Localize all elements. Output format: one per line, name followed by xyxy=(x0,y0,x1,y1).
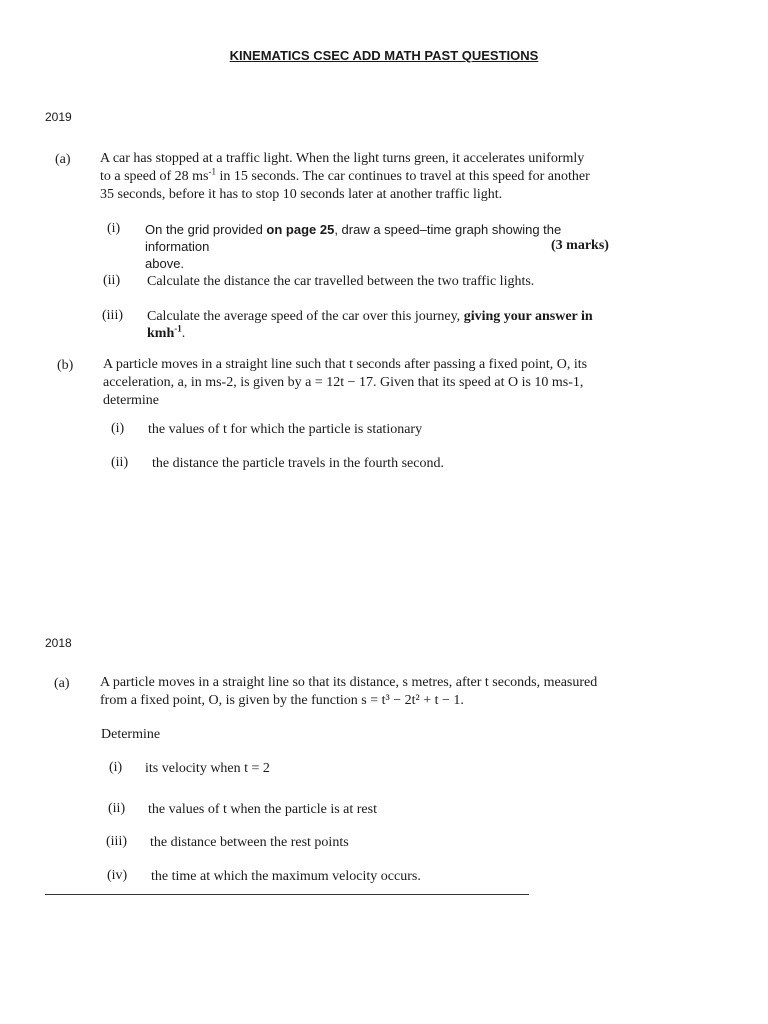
question-2019-b-text xyxy=(103,356,623,410)
item-2018-a-i: its velocity when t = 2 xyxy=(145,761,270,776)
year-heading-2019: 2019 xyxy=(45,110,72,124)
item-2019-a-i: On the grid provided on page 25, draw a speed–time graph showing the information above. xyxy=(145,222,562,271)
part-b-label: (b) xyxy=(57,358,74,373)
item-number: (iv) xyxy=(107,868,128,883)
text-line: A car has stopped at a traffic light. When the light turns green, it accelerates uniformly xyxy=(100,151,585,166)
year-heading-2018: 2018 xyxy=(45,636,72,650)
item-number: (i) xyxy=(107,221,121,236)
item-2018-a-iii: the distance between the rest points xyxy=(150,835,349,850)
text-line: acceleration, a, in ms-2, is given by a = 12t − 17. Given that its speed at O is 10 ms-1, xyxy=(103,375,584,390)
item-number: (ii) xyxy=(108,801,126,816)
text-line: determine xyxy=(103,393,159,408)
item-2019-a-ii: Calculate the distance the car travelled between the two traffic lights. xyxy=(147,274,535,289)
item-2019-b-i: the values of t for which the particle is stationary xyxy=(148,422,423,437)
item-number: (i) xyxy=(109,760,123,775)
page-title: KINEMATICS CSEC ADD MATH PAST QUESTIONS xyxy=(229,48,539,63)
text-line: 35 seconds, before it has to stop 10 seconds later at another traffic light. xyxy=(100,187,503,202)
text-line: to a speed of 28 $ms^{-1}$ in 15 seconds. The car continues to travel at this speed for another xyxy=(100,166,590,184)
part-a-label: (a) xyxy=(54,676,70,691)
text-line: A particle moves in a straight line such that t seconds after passing a fixed point, O, its xyxy=(103,357,588,372)
question-2019-a-text xyxy=(100,150,620,204)
item-2019-b-ii: the distance the particle travels in the fourth second. xyxy=(152,456,444,471)
text-line: A particle moves in a straight line so that its distance, s metres, after t seconds, measured xyxy=(100,675,598,690)
item-2018-a-ii: the values of t when the particle is at rest xyxy=(148,802,377,817)
item-number: (iii) xyxy=(102,308,123,323)
question-2018-a-text xyxy=(100,674,620,710)
item-number: (i) xyxy=(111,421,125,436)
determine-label: Determine xyxy=(101,727,161,742)
item-2019-a-iii: Calculate the average speed of the car over this journey, giving your answer in kmh$^{-1}$. xyxy=(147,309,593,341)
marks-label: (3 marks) xyxy=(551,238,609,253)
item-number: (iii) xyxy=(106,834,127,849)
item-number: (ii) xyxy=(103,273,121,288)
item-2018-a-iv: the time at which the maximum velocity occurs. xyxy=(151,869,421,884)
item-number: (ii) xyxy=(111,455,129,470)
text-line: from a fixed point, O, is given by the function s = t³ − 2t² + t − 1. xyxy=(100,693,464,708)
part-a-label: (a) xyxy=(55,152,71,167)
divider-line xyxy=(45,894,529,895)
